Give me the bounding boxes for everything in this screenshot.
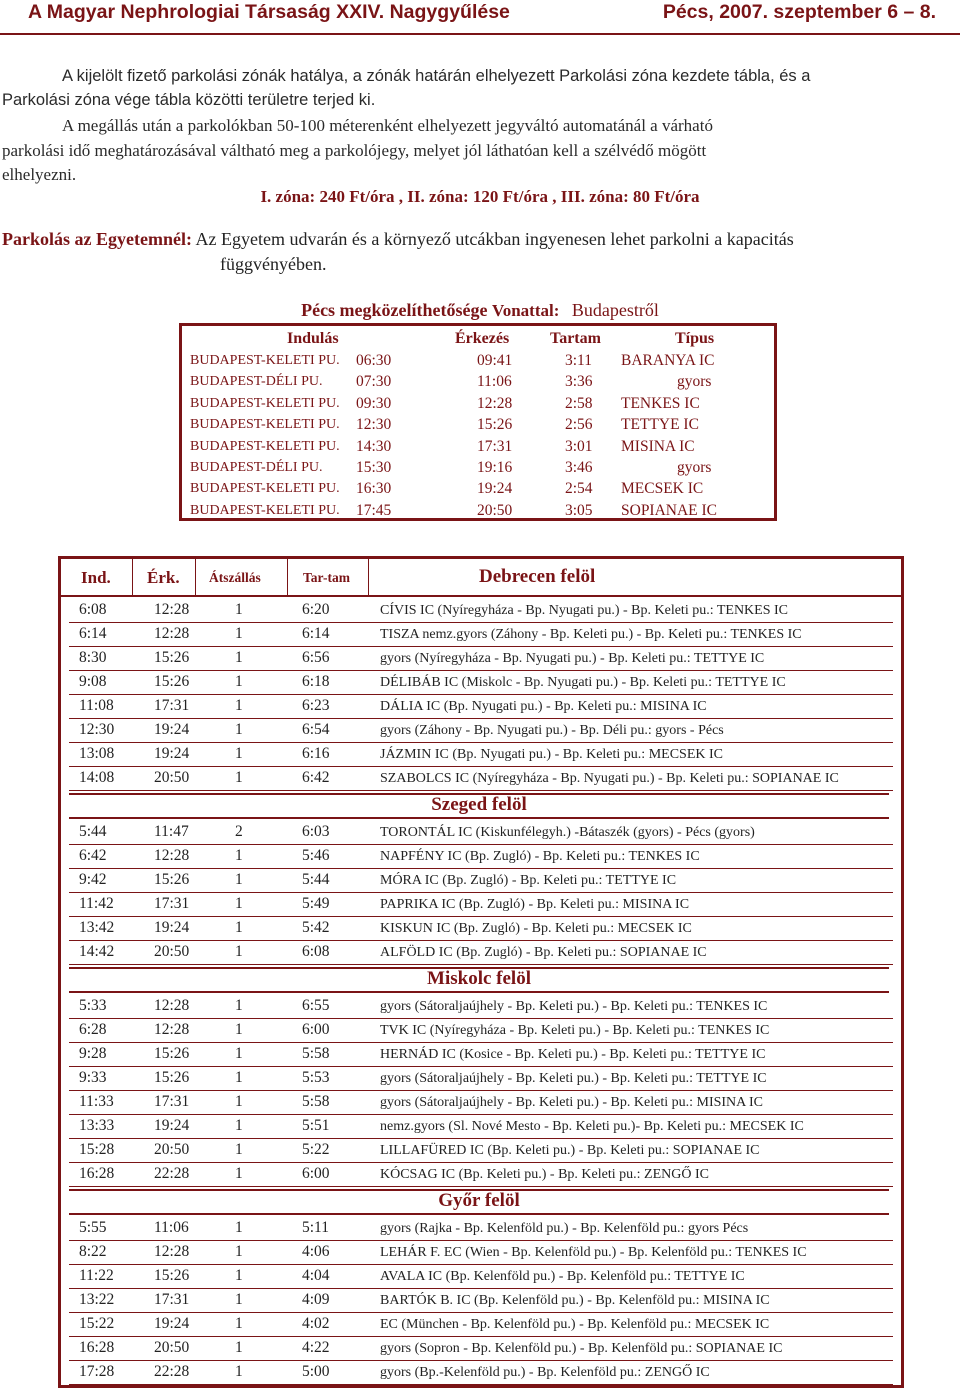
timetable-cell: 1: [235, 1267, 243, 1284]
timetable-cell: 1: [235, 1117, 243, 1134]
timetable-cell: 1: [235, 673, 243, 690]
timetable-cell: HERNÁD IC (Kosice - Bp. Keleti pu.) - Bp. Keleti pu.: TETTYE IC: [380, 1047, 766, 1062]
budapest-cell: 2:58: [565, 394, 593, 412]
timetable-cell: 5:46: [302, 847, 330, 864]
timetable-cell: 14:42: [79, 943, 115, 960]
timetable-cell: SZABOLCS IC (Nyíregyháza - Bp. Nyugati pu.) - Bp. Keleti pu.: SOPIANAE IC: [380, 771, 839, 786]
budapest-cell: 2:56: [565, 416, 593, 434]
timetable-cell: 5:11: [302, 1219, 329, 1236]
divider: [287, 559, 288, 595]
timetable-cell: 1: [235, 847, 243, 864]
budapest-cell: gyors: [677, 459, 712, 476]
timetable-cell: 1: [235, 1165, 243, 1182]
timetable-cell: AVALA IC (Bp. Kelenföld pu.) - Bp. Kelenföld pu.: TETTYE IC: [380, 1269, 745, 1284]
timetable-cell: 20:50: [154, 769, 190, 786]
timetable-cell: 6:16: [302, 745, 330, 762]
divider: [368, 559, 369, 595]
timetable-cell: 19:24: [154, 919, 190, 936]
header-divider: [0, 33, 960, 35]
budapest-cell: 12:30: [356, 416, 392, 434]
timetable-cell: 20:50: [154, 1141, 190, 1158]
timetable-cell: TORONTÁL IC (Kiskunfélegyh.) -Bátaszék (gyors) - Pécs (gyors): [380, 825, 755, 840]
para2-line3: elhelyezni.: [2, 165, 77, 184]
timetable-cell: 11:47: [154, 823, 189, 840]
budapest-cell: BUDAPEST-KELETI PU.: [190, 481, 340, 497]
budapest-cell: 3:01: [565, 437, 593, 455]
timetable-cell: 19:24: [154, 1315, 190, 1332]
timetable-cell: 15:26: [154, 1267, 190, 1284]
budapest-cell: MECSEK IC: [621, 480, 704, 498]
timetable-cell: DÉLIBÁB IC (Miskolc - Bp. Nyugati pu.) - Bp. Keleti pu.: TETTYE IC: [380, 675, 786, 690]
budapest-cell: 17:45: [356, 501, 392, 519]
budapest-cell: 09:41: [477, 352, 513, 369]
timetable-cell: 4:09: [302, 1291, 330, 1308]
timetable-cell: 1: [235, 721, 243, 738]
timetable-cell: 5:55: [79, 1219, 107, 1236]
timetable-row: [69, 821, 893, 845]
para1-line2: Parkolási zóna vége tábla közötti területre terjed ki.: [2, 91, 376, 109]
timetable-row: [69, 941, 893, 965]
timetable-cell: 22:28: [154, 1363, 190, 1380]
timetable-cell: 1: [235, 769, 243, 786]
timetable-cell: 6:20: [302, 601, 330, 618]
timetable-cell: 1: [235, 1339, 243, 1356]
timetable-row: [69, 1241, 893, 1265]
timetable-row: [69, 1019, 893, 1043]
timetable-cell: 5:44: [79, 823, 107, 840]
timetable-cell: 5:00: [302, 1363, 330, 1380]
timetable-cell: gyors (Rajka - Bp. Kelenföld pu.) - Bp. Kelenföld pu.: gyors Pécs: [380, 1221, 749, 1236]
budapest-row: [186, 480, 770, 500]
timetable-cell: 15:28: [79, 1141, 115, 1158]
budapest-cell: 3:36: [565, 373, 593, 391]
timetable-cell: gyors (Sátoraljaújhely - Bp. Keleti pu.) - Bp. Keleti pu.: TENKES IC: [380, 999, 768, 1014]
timetable-cell: 1: [235, 1021, 243, 1038]
budapest-cell: 15:26: [477, 416, 513, 434]
timetable-cell: 5:58: [302, 1093, 330, 1110]
parking-text1: Az Egyetem udvarán és a környező utcákban ingyenesen lehet parkolni a kapacitás: [195, 229, 794, 249]
timetable-row: [69, 1313, 893, 1337]
budapest-cell: BUDAPEST-DÉLI PU.: [190, 374, 323, 390]
timetable-cell: KISKUN IC (Bp. Zugló) - Bp. Keleti pu.: MECSEK IC: [380, 921, 692, 936]
timetable-cell: NAPFÉNY IC (Bp. Zugló) - Bp. Keleti pu.: TENKES IC: [380, 849, 700, 864]
timetable-cell: gyors (Nyíregyháza - Bp. Nyugati pu.) - Bp. Keleti pu.: TETTYE IC: [380, 651, 765, 666]
timetable-cell: 13:42: [79, 919, 115, 936]
timetable-row: [69, 623, 893, 647]
timetable-cell: 5:33: [79, 997, 107, 1014]
timetable-cell: 6:55: [302, 997, 330, 1014]
timetable-row: [69, 1067, 893, 1091]
timetable-cell: 9:42: [79, 871, 107, 888]
timetable-cell: 6:14: [302, 625, 330, 642]
timetable-cell: 6:28: [79, 1021, 107, 1038]
timetable-cell: 4:04: [302, 1267, 330, 1284]
timetable-row: [69, 1091, 893, 1115]
timetable-cell: 12:28: [154, 1021, 190, 1038]
budapest-row: [186, 373, 770, 393]
timetable-cell: TVK IC (Nyíregyháza - Bp. Keleti pu.) - Bp. Keleti pu.: TENKES IC: [380, 1023, 770, 1038]
section-title: Győr felöl: [438, 1190, 520, 1211]
timetable-header: [61, 559, 901, 595]
budapest-cell: 3:11: [565, 352, 592, 369]
conference-title: A Magyar Nephrologiai Társaság XXIV. Nagygyűlése: [28, 1, 510, 23]
budapest-header-0: Indulás: [287, 330, 339, 347]
col-atszallas: Átszállás: [209, 570, 261, 585]
section-title: Szeged felöl: [431, 794, 527, 815]
timetable-cell: 6:56: [302, 649, 330, 666]
timetable-cell: MÓRA IC (Bp. Zugló) - Bp. Keleti pu.: TETTYE IC: [380, 873, 677, 888]
budapest-cell: 09:30: [356, 394, 392, 412]
timetable-cell: 12:28: [154, 625, 190, 642]
timetable-cell: 6:23: [302, 697, 330, 714]
timetable-row: [69, 1217, 893, 1241]
timetable-cell: TISZA nemz.gyors (Záhony - Bp. Keleti pu.) - Bp. Keleti pu.: TENKES IC: [380, 627, 802, 642]
parking-text2: függvényében.: [220, 254, 327, 274]
timetable-cell: 5:51: [302, 1117, 330, 1134]
budapest-header-2: Tartam: [550, 330, 601, 347]
timetable-row: [69, 1289, 893, 1313]
timetable-cell: 13:33: [79, 1117, 115, 1134]
budapest-row: [186, 459, 770, 479]
pecs-title: Pécs megközelíthetősége: [301, 300, 488, 320]
timetable-row: [69, 869, 893, 893]
timetable-row: [69, 1337, 893, 1361]
timetable-cell: 15:22: [79, 1315, 115, 1332]
timetable-cell: 11:42: [79, 895, 114, 912]
timetable-cell: 5:22: [302, 1141, 330, 1158]
timetable-cell: 5:53: [302, 1069, 330, 1086]
budapest-cell: BUDAPEST-KELETI PU.: [190, 395, 340, 411]
timetable-cell: 1: [235, 1315, 243, 1332]
timetable-cell: 6:42: [79, 847, 107, 864]
timetable-cell: 5:49: [302, 895, 330, 912]
timetable-row: [69, 1163, 893, 1187]
timetable-cell: 15:26: [154, 1045, 190, 1062]
budapest-cell: 12:28: [477, 394, 513, 412]
timetable-row: [69, 671, 893, 695]
budapest-cell: 19:16: [477, 459, 513, 476]
timetable-cell: JÁZMIN IC (Bp. Nyugati pu.) - Bp. Keleti pu.: MECSEK IC: [380, 747, 723, 762]
timetable-cell: 1: [235, 649, 243, 666]
timetable-cell: 1: [235, 997, 243, 1014]
budapest-row: [186, 352, 770, 372]
timetable-cell: 17:28: [79, 1363, 115, 1380]
timetable-row: [69, 893, 893, 917]
timetable-cell: 1: [235, 1069, 243, 1086]
budapest-cell: BUDAPEST-KELETI PU.: [190, 502, 340, 518]
timetable-cell: 1: [235, 1141, 243, 1158]
timetable-cell: 6:14: [79, 625, 107, 642]
timetable-cell: 6:03: [302, 823, 330, 840]
timetable-cell: 12:28: [154, 997, 190, 1014]
budapest-cell: gyors: [677, 373, 712, 391]
timetable-cell: BARTÓK B. IC (Bp. Kelenföld pu.) - Bp. Kelenföld pu.: MISINA IC: [380, 1293, 770, 1308]
timetable-cell: 1: [235, 697, 243, 714]
timetable-cell: 5:44: [302, 871, 330, 888]
timetable-row: [69, 719, 893, 743]
timetable-row: [69, 695, 893, 719]
timetable-cell: 12:30: [79, 721, 115, 738]
budapest-row: [186, 502, 770, 522]
timetable-cell: LILLAFÜRED IC (Bp. Keleti pu.) - Bp. Keleti pu.: SOPIANAE IC: [380, 1143, 760, 1158]
timetable-cell: 1: [235, 1045, 243, 1062]
budapest-cell: 06:30: [356, 352, 392, 369]
timetable-cell: 6:08: [302, 943, 330, 960]
timetable-cell: gyors (Záhony - Bp. Nyugati pu.) - Bp. Déli pu.: gyors - Pécs: [380, 723, 724, 738]
timetable-cell: 17:31: [154, 697, 190, 714]
pecs-by: Vonattal:: [492, 301, 560, 320]
timetable-cell: 13:22: [79, 1291, 115, 1308]
para1-line1: A kijelölt fizető parkolási zónák hatálya, a zónák határán elhelyezett Parkolási zóna kezdete tábla, és a: [62, 67, 811, 85]
timetable-cell: CÍVIS IC (Nyíregyháza - Bp. Nyugati pu.) - Bp. Keleti pu.: TENKES IC: [380, 603, 789, 618]
timetable-row: [69, 1139, 893, 1163]
timetable-row: [69, 917, 893, 941]
timetable-cell: 20:50: [154, 1339, 190, 1356]
timetable-cell: 15:26: [154, 673, 190, 690]
timetable-row: [69, 743, 893, 767]
timetable-cell: KÓCSAG IC (Bp. Keleti pu.) - Bp. Keleti pu.: ZENGŐ IC: [380, 1167, 709, 1182]
conference-date: Pécs, 2007. szeptember 6 – 8.: [662, 1, 936, 23]
pecs-from: Budapestről: [571, 300, 659, 320]
timetable-cell: 19:24: [154, 745, 190, 762]
header-rule: [61, 595, 901, 597]
timetable-cell: 20:50: [154, 943, 190, 960]
col-ind: Ind.: [81, 568, 111, 587]
timetable-cell: 1: [235, 919, 243, 936]
timetable-cell: nemz.gyors (Sl. Nové Mesto - Bp. Keleti pu.)- Bp. Keleti pu.: MECSEK IC: [380, 1119, 804, 1134]
timetable-row: [69, 995, 893, 1019]
divider: [195, 559, 196, 595]
budapest-row: [186, 438, 770, 458]
timetable-cell: gyors (Bp.-Kelenföld pu.) - Bp. Kelenföld pu.: ZENGŐ IC: [380, 1365, 710, 1380]
budapest-cell: TETTYE IC: [621, 416, 699, 434]
timetable-cell: ALFÖLD IC (Bp. Zugló) - Bp. Keleti pu.: SOPIANAE IC: [380, 945, 707, 960]
timetable-cell: 4:02: [302, 1315, 330, 1332]
timetable-cell: 9:28: [79, 1045, 107, 1062]
budapest-cell: 3:05: [565, 501, 593, 519]
parking-zone-rates: I. zóna: 240 Ft/óra , II. zóna: 120 Ft/óra , III. zóna: 80 Ft/óra: [260, 187, 700, 206]
timetable-cell: EC (München - Bp. Kelenföld pu.) - Bp. Kelenföld pu.: MECSEK IC: [380, 1317, 770, 1332]
timetable-row: [69, 599, 893, 623]
parking-university: [2, 227, 952, 277]
timetable-cell: 12:28: [154, 847, 190, 864]
timetable-cell: 6:54: [302, 721, 330, 738]
para2-line2: parkolási idő meghatározásával váltható meg a parkolójegy, melyet jól láthatóan kell a szélvédő mögött: [2, 141, 707, 160]
timetable-row: [69, 845, 893, 869]
timetable-cell: 8:30: [79, 649, 107, 666]
timetable-cell: gyors (Sátoraljaújhely - Bp. Keleti pu.) - Bp. Keleti pu.: TETTYE IC: [380, 1071, 767, 1086]
timetable-row: [69, 1265, 893, 1289]
timetable-cell: 19:24: [154, 721, 190, 738]
timetable-cell: 6:00: [302, 1165, 330, 1182]
budapest-row: [186, 416, 770, 436]
budapest-cell: 15:30: [356, 459, 392, 476]
para2-line1: A megállás után a parkolókban 50-100 méterenként elhelyezett jegyváltó automatánál a várható: [62, 116, 713, 135]
budapest-cell: BARANYA IC: [621, 352, 715, 369]
budapest-cell: MISINA IC: [621, 437, 695, 455]
timetable-cell: 6:42: [302, 769, 330, 786]
timetable-cell: 12:28: [154, 1243, 190, 1260]
budapest-cell: 20:50: [477, 501, 513, 519]
budapest-row: [186, 395, 770, 415]
budapest-cell: 2:54: [565, 480, 593, 498]
timetable-cell: 1: [235, 1291, 243, 1308]
timetable-cell: LEHÁR F. EC (Wien - Bp. Kelenföld pu.) - Bp. Kelenföld pu.: TENKES IC: [380, 1245, 807, 1260]
timetable-cell: 16:28: [79, 1165, 115, 1182]
page-header: [0, 0, 960, 28]
timetable-cell: 17:31: [154, 1093, 190, 1110]
budapest-cell: SOPIANAE IC: [621, 501, 718, 519]
timetable-cell: 8:22: [79, 1243, 107, 1260]
budapest-cell: 14:30: [356, 437, 392, 455]
divider: [132, 559, 133, 595]
budapest-cell: 16:30: [356, 480, 392, 498]
timetable-cell: gyors (Sátoraljaújhely - Bp. Keleti pu.) - Bp. Keleti pu.: MISINA IC: [380, 1095, 763, 1110]
budapest-cell: 3:46: [565, 459, 593, 476]
timetable-cell: 9:33: [79, 1069, 107, 1086]
timetable-cell: 5:58: [302, 1045, 330, 1062]
timetable-cell: PAPRIKA IC (Bp. Zugló) - Bp. Keleti pu.: MISINA IC: [380, 897, 690, 912]
timetable-cell: 15:26: [154, 871, 190, 888]
section-title-debrecen: Debrecen felöl: [479, 566, 596, 587]
timetable-cell: 15:26: [154, 649, 190, 666]
timetable-cell: 15:26: [154, 1069, 190, 1086]
timetable-cell: 6:08: [79, 601, 107, 618]
timetable-cell: 14:08: [79, 769, 115, 786]
timetable-cell: 4:06: [302, 1243, 330, 1260]
timetable-cell: 22:28: [154, 1165, 190, 1182]
timetable-cell: 2: [235, 823, 243, 840]
timetable-cell: 17:31: [154, 1291, 190, 1308]
timetable-cell: 1: [235, 745, 243, 762]
budapest-cell: BUDAPEST-KELETI PU.: [190, 417, 340, 433]
timetable-cell: 6:18: [302, 673, 330, 690]
timetable-cell: 1: [235, 1363, 243, 1380]
timetable-row: [69, 647, 893, 671]
col-erk: Érk.: [147, 568, 180, 587]
timetable-cell: 11:33: [79, 1093, 114, 1110]
timetable-cell: 4:22: [302, 1339, 330, 1356]
budapest-cell: 19:24: [477, 480, 513, 498]
timetable-cell: 1: [235, 601, 243, 618]
timetable-cell: 12:28: [154, 601, 190, 618]
timetable-cell: 17:31: [154, 895, 190, 912]
parking-label: Parkolás az Egyetemnél:: [2, 229, 192, 249]
timetable-cell: 1: [235, 871, 243, 888]
timetable-cell: 19:24: [154, 1117, 190, 1134]
budapest-cell: BUDAPEST-KELETI PU.: [190, 353, 340, 368]
timetable-cell: 11:06: [154, 1219, 189, 1236]
regional-timetable: [58, 556, 904, 1388]
timetable-cell: 11:22: [79, 1267, 114, 1284]
timetable-cell: 6:00: [302, 1021, 330, 1038]
budapest-header-1: Érkezés: [455, 330, 510, 347]
timetable-cell: 16:28: [79, 1339, 115, 1356]
timetable-cell: gyors (Sopron - Bp. Kelenföld pu.) - Bp. Kelenföld pu.: SOPIANAE IC: [380, 1341, 783, 1356]
timetable-cell: 1: [235, 625, 243, 642]
pecs-approach-title: [0, 300, 960, 321]
timetable-cell: 1: [235, 943, 243, 960]
budapest-cell: 11:06: [477, 373, 512, 391]
budapest-timetable: [179, 323, 777, 521]
timetable-row: [69, 1115, 893, 1139]
budapest-cell: TENKES IC: [621, 394, 700, 412]
col-tartam: Tar-tam: [303, 570, 350, 585]
timetable-cell: 1: [235, 1219, 243, 1236]
budapest-cell: 17:31: [477, 437, 513, 455]
timetable-row: [69, 1043, 893, 1067]
timetable-cell: 13:08: [79, 745, 115, 762]
timetable-cell: 11:08: [79, 697, 114, 714]
timetable-row: [69, 1361, 893, 1385]
timetable-row: [69, 767, 893, 791]
section-title: Miskolc felöl: [427, 968, 531, 989]
budapest-cell: BUDAPEST-DÉLI PU.: [190, 460, 323, 475]
budapest-cell: BUDAPEST-KELETI PU.: [190, 438, 340, 454]
timetable-cell: DÁLIA IC (Bp. Nyugati pu.) - Bp. Keleti pu.: MISINA IC: [380, 699, 707, 714]
timetable-cell: 9:08: [79, 673, 107, 690]
timetable-cell: 1: [235, 1093, 243, 1110]
timetable-cell: 1: [235, 1243, 243, 1260]
timetable-cell: 5:42: [302, 919, 330, 936]
timetable-cell: 1: [235, 895, 243, 912]
budapest-cell: 07:30: [356, 373, 392, 391]
budapest-header-3: Típus: [675, 330, 715, 347]
